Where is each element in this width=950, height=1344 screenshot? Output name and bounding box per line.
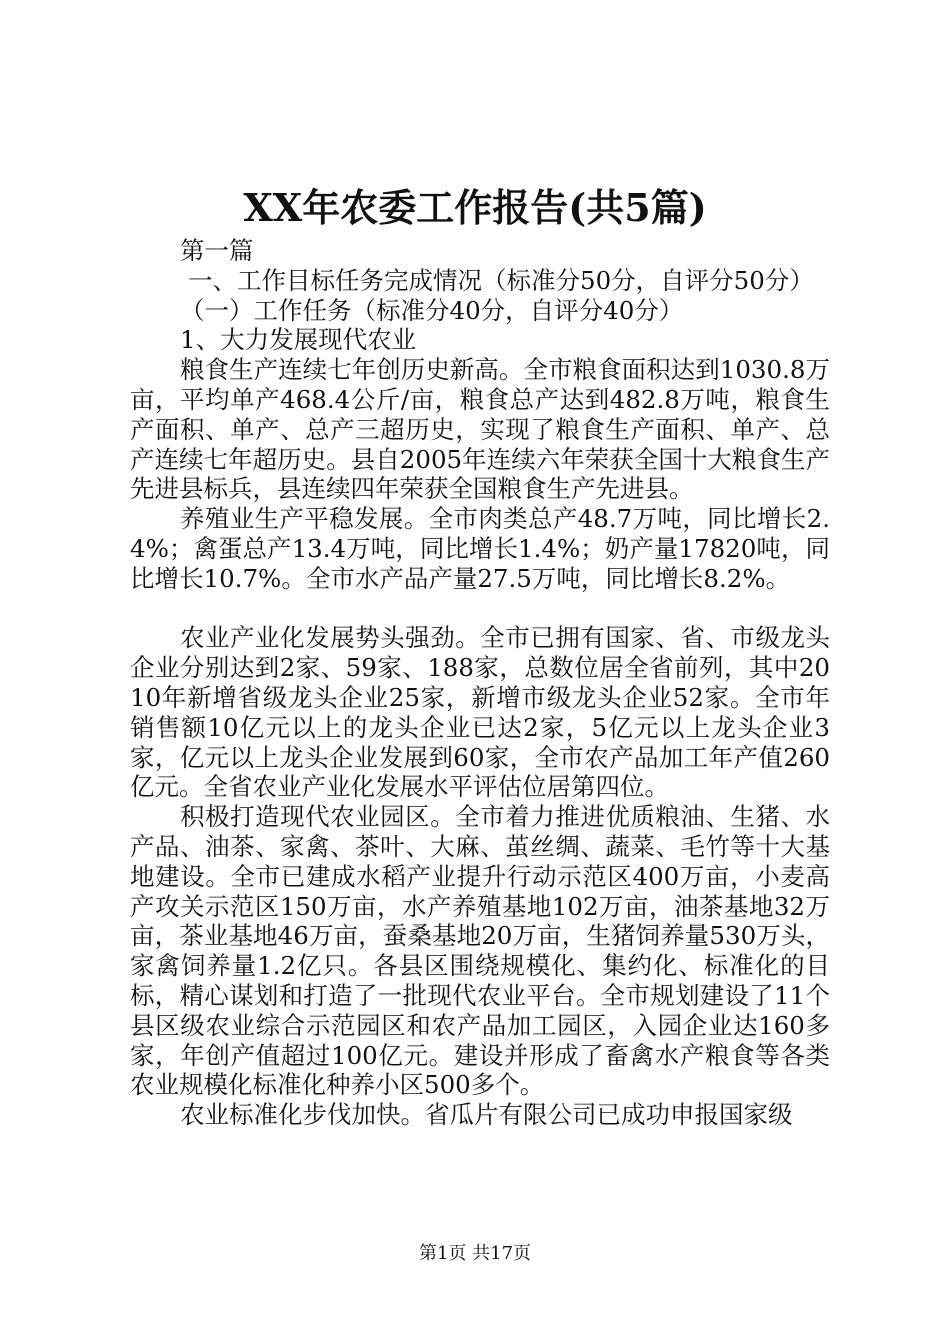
- document-body: [130, 236, 830, 1130]
- blank-line: [130, 594, 830, 624]
- page-footer: 第1页 共17页: [418, 1243, 532, 1264]
- paragraph-livestock: 养殖业生产平稳发展。全市肉类总产48.7万吨，同比增长2.4%；禽蛋总产13.4万吨，同比增长1.4%；奶产量17820吨，同比增长10.7%。全市水产品产量27.5万吨，同比增长8.2%。: [130, 504, 830, 593]
- part-heading: 第一篇: [180, 236, 254, 265]
- paragraph-industrialization: 农业产业化发展势头强劲。全市已拥有国家、省、市级龙头企业分别达到2家、59家、188家，总数位居全省前列，其中2010年新增省级龙头企业25家，新增市级龙头企业52家。全市年销售额10亿元以上的龙头企业已达2家，5亿元以上龙头企业3家，亿元以上龙头企业发展到60家，全市农产品加工年产值260亿元。全省农业产业化发展水平评估位居第四位。: [130, 623, 830, 802]
- document-title: XX年农委工作报告(共5篇): [243, 185, 707, 230]
- section-heading: 一、工作目标任务完成情况（标准分50分，自评分50分）: [188, 265, 814, 295]
- item-heading: 1、大力发展现代农业: [180, 325, 417, 355]
- subsection-heading: （一）工作任务（标准分40分，自评分40分）: [180, 295, 684, 325]
- paragraph-grain-production: 粮食生产连续七年创历史新高。全市粮食面积达到1030.8万亩，平均单产468.4公斤/亩，粮食总产达到482.8万吨，粮食生产面积、单产、总产三超历史，实现了粮食生产面积、单产、总产连续七年超历史。县自2005年连续六年荣获全国十大粮食生产先进县标兵，县连续四年荣获全国粮食生产先进县。: [130, 355, 830, 504]
- paragraph-agricultural-parks: 积极打造现代农业园区。全市着力推进优质粮油、生猪、水产品、油茶、家禽、茶叶、大麻、茧丝绸、蔬菜、毛竹等十大基地建设。全市已建成水稻产业提升行动示范区400万亩，小麦高产攻关示范区150万亩，水产养殖基地102万亩，油茶基地32万亩，茶业基地46万亩，蚕桑基地20万亩，生猪饲养量530万头，家禽饲养量1.2亿只。各县区围绕规模化、集约化、标准化的目标，精心谋划和打造了一批现代农业平台。全市规划建设了11个县区级农业综合示范园区和农产品加工园区，入园企业达160多家，年创产值超过100亿元。建设并形成了畜禽水产粮食等各类农业规模化标准化种养小区500多个。: [130, 802, 830, 1100]
- paragraph-standardization: 农业标准化步伐加快。省瓜片有限公司已成功申报国家级: [180, 1100, 793, 1130]
